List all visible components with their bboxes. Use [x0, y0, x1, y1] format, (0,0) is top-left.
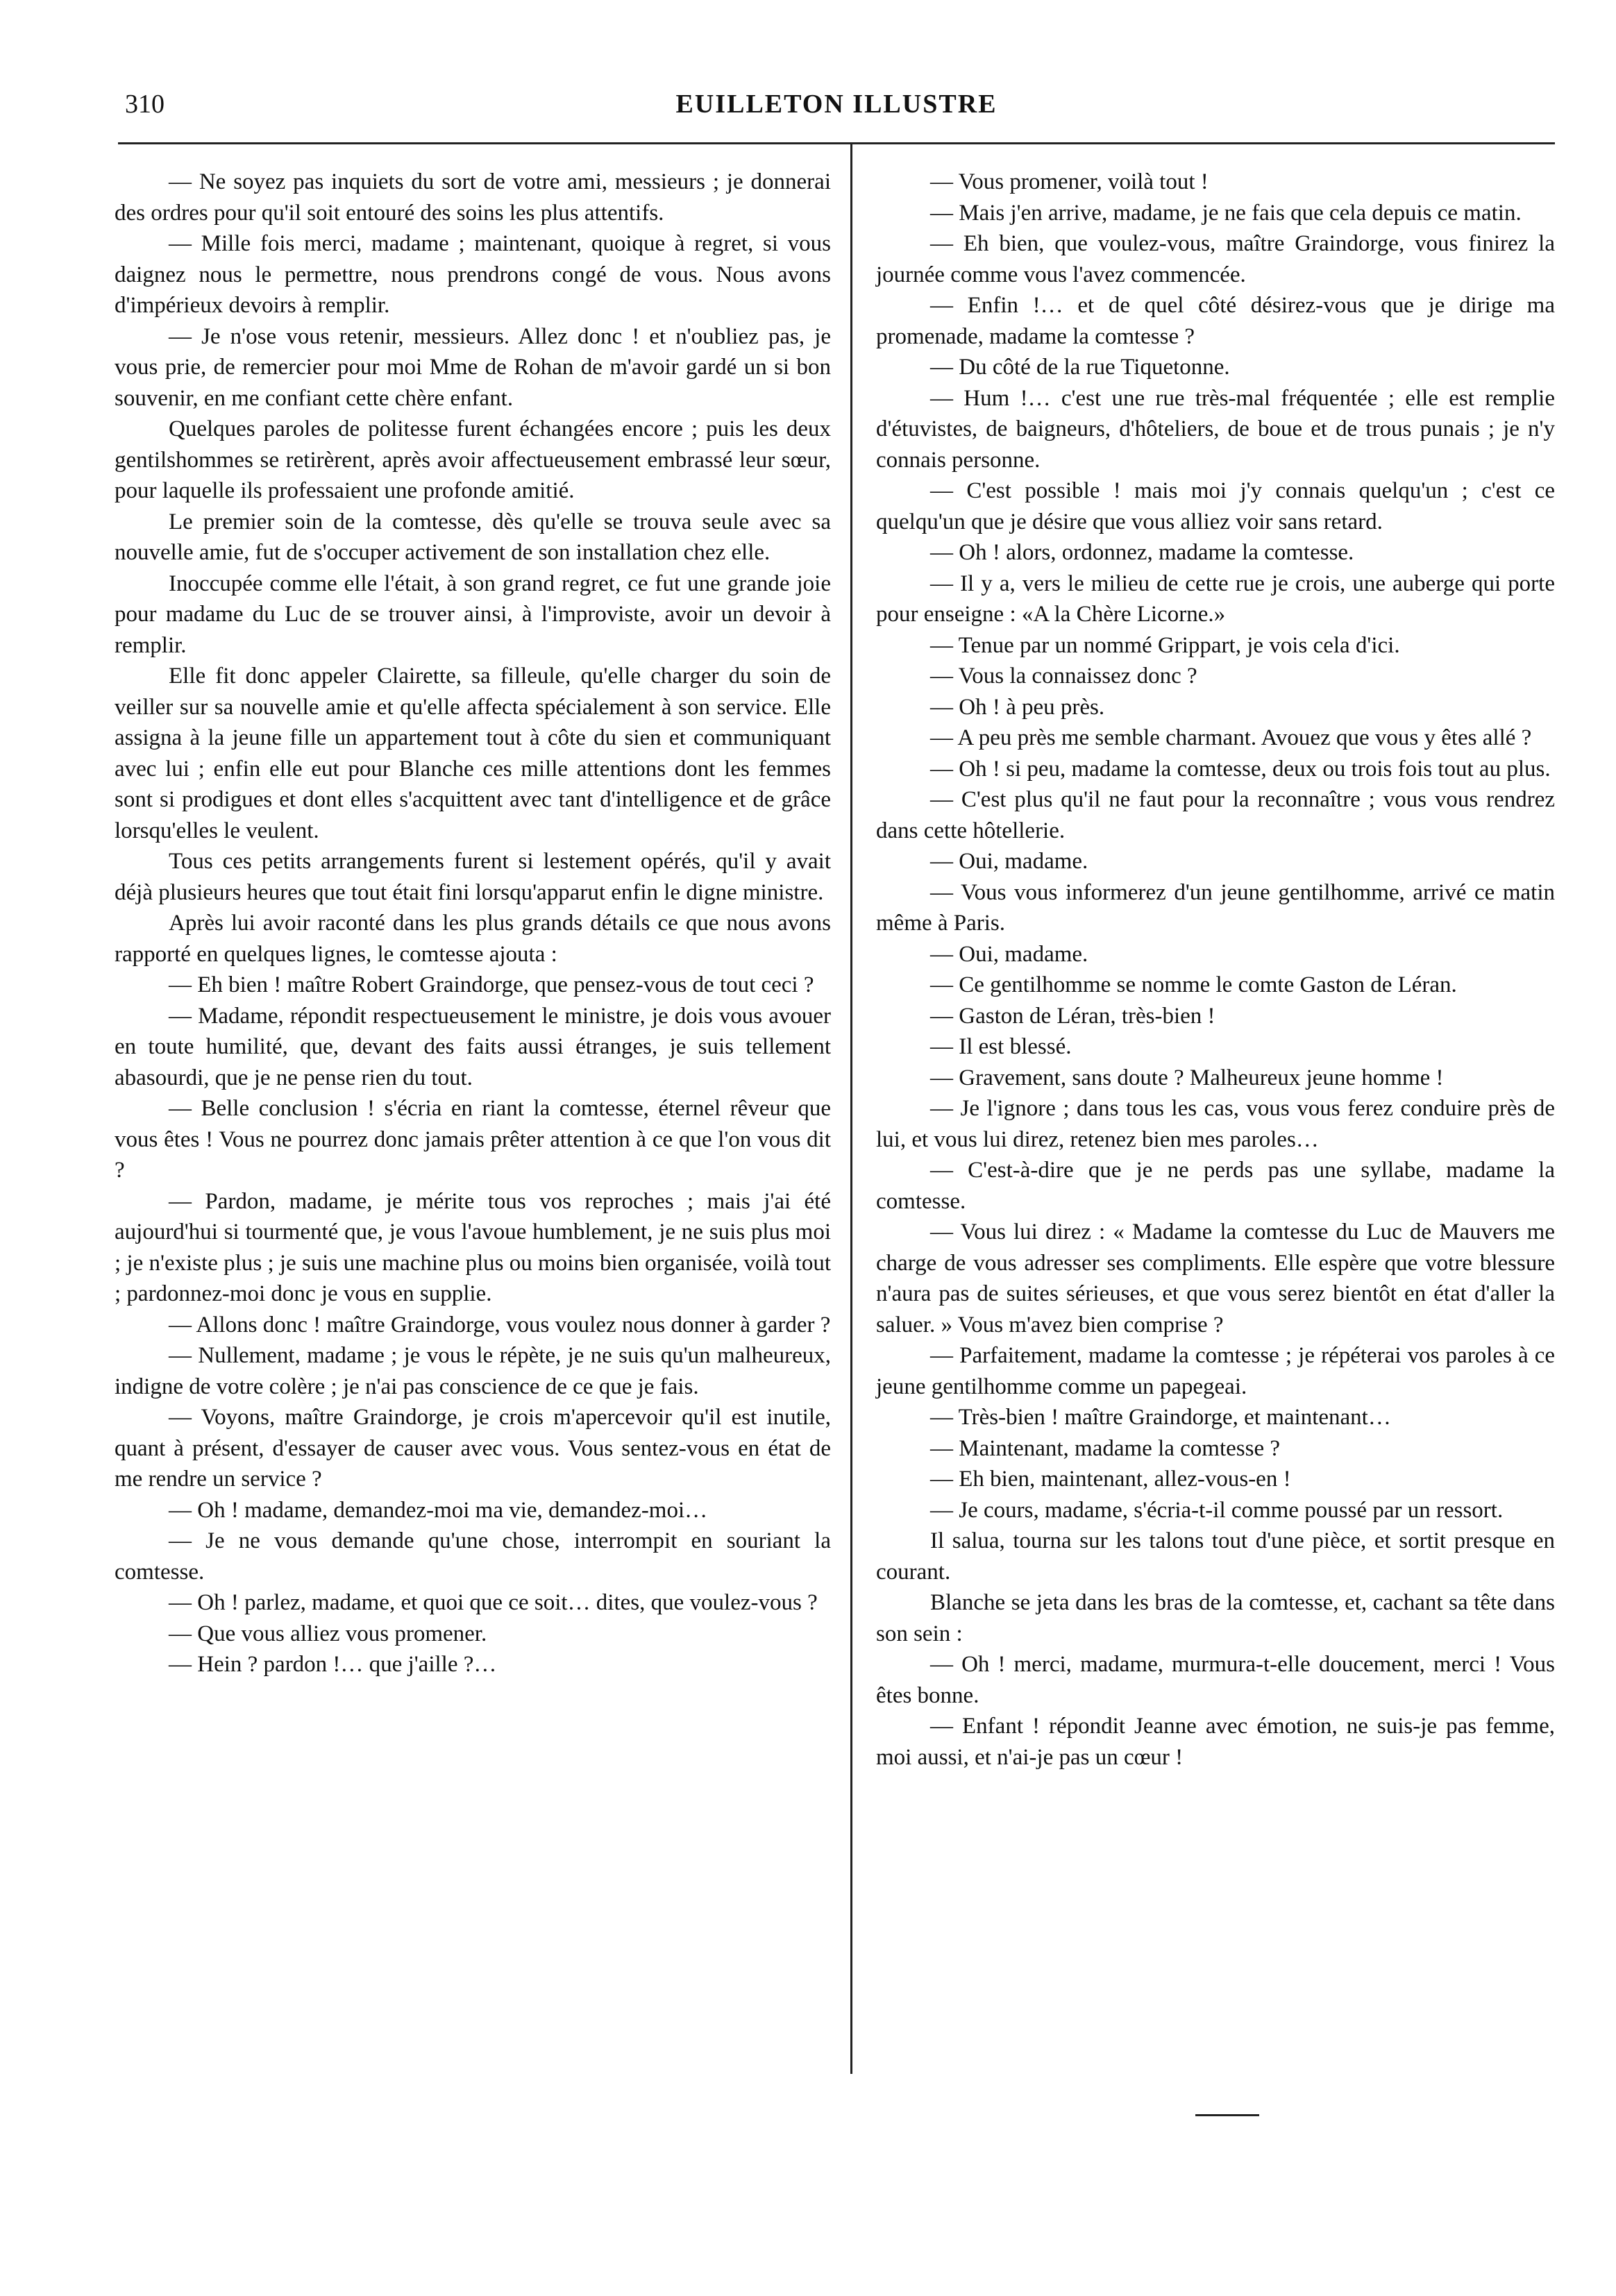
paragraph: — Je n'ose vous retenir, messieurs. Allez donc ! et n'oubliez pas, je vous prie, de remercier pour moi Mme de Rohan de m'avoir gardé un si bon souvenir, en me confiant cette chère enfant.	[115, 323, 831, 411]
paragraph: — Oh ! parlez, madame, et quoi que ce soit… dites, que voulez-vous ?	[169, 1590, 818, 1615]
paragraph: — Ce gentilhomme se nomme le comte Gaston de Léran.	[930, 972, 1457, 997]
paragraph: — Eh bien ! maître Robert Graindorge, que pensez-vous de tout ceci ?	[169, 972, 814, 997]
paragraph: — Oh ! si peu, madame la comtesse, deux ou trois fois tout au plus.	[930, 756, 1551, 782]
paragraph: — Oh ! madame, demandez-moi ma vie, demandez-moi…	[169, 1497, 708, 1523]
paragraph: Quelques paroles de politesse furent échangées encore ; puis les deux gentilshommes se retirèrent, après avoir affectueusement embrassé leur sœur, pour laquelle ils professaient une profonde amitié.	[115, 416, 831, 503]
paragraph: — Enfin !… et de quel côté désirez-vous que je dirige ma promenade, madame la comtesse ?	[876, 293, 1555, 349]
paragraph: Le premier soin de la comtesse, dès qu'elle se trouva seule avec sa nouvelle amie, fut de s'occuper activement de son installation chez elle.	[115, 509, 831, 565]
paragraph: — Oh ! alors, ordonnez, madame la comtesse.	[930, 540, 1354, 565]
paragraph: — Gaston de Léran, très-bien !	[930, 1003, 1215, 1029]
paragraph: Tous ces petits arrangements furent si lestement opérés, qu'il y avait déjà plusieurs heures que tout était fini lorsqu'apparut enfin le digne ministre.	[115, 849, 831, 905]
paragraph: — Vous vous informerez d'un jeune gentilhomme, arrivé ce matin même à Paris.	[876, 879, 1555, 936]
paragraph: — Hein ? pardon !… que j'aille ?…	[169, 1652, 497, 1677]
paragraph: — Je l'ignore ; dans tous les cas, vous vous ferez conduire près de lui, et vous lui direz, retenez bien mes paroles…	[876, 1096, 1555, 1152]
paragraph: Inoccupée comme elle l'était, à son grand regret, ce fut une grande joie pour madame du Luc de se trouver ainsi, à l'improviste, avoir un devoir à remplir.	[115, 571, 831, 658]
paragraph: — Pardon, madame, je mérite tous vos reproches ; mais j'ai été aujourd'hui si tourmenté que, je vous l'avoue humblement, je ne suis plus moi ; je n'existe plus ; je suis une machine plus ou moins bien organisée, voilà tout ; pardonnez-moi donc je vous en supplie.	[115, 1188, 831, 1306]
paragraph: Elle fit donc appeler Clairette, sa filleule, qu'elle charger du soin de veiller sur sa nouvelle amie et qu'elle affecta spécialement à son service. Elle assigna à la jeune fille un appartement tout à côte du sien et communiquant avec lui ; enfin elle eut pour Blanche ces mille attentions dont les femmes sont si prodigues et dont elles s'acquittent avec tant d'intelligence et de grâce lorsqu'elles le veulent.	[115, 664, 831, 843]
header-rule	[118, 142, 1555, 144]
paragraph: — Vous la connaissez donc ?	[930, 664, 1197, 689]
paragraph: — Madame, répondit respectueusement le ministre, je dois vous avouer en toute humilité, que, devant des faits aussi étranges, je suis tellement abasourdi, que je ne pense rien du tout.	[115, 1003, 831, 1090]
right-column	[876, 167, 1555, 1773]
paragraph: — Vous lui direz : « Madame la comtesse du Luc de Mauvers me charge de vous adresser ses compliments. Elle espère que votre blessure n'aura pas de suites sérieuses, et que vous serez bientôt en état d'aller la saluer. » Vous m'avez bien comprise ?	[876, 1219, 1555, 1337]
paragraph: Il salua, tourna sur les talons tout d'une pièce, et sortit presque en courant.	[876, 1528, 1555, 1585]
paragraph: — Ne soyez pas inquiets du sort de votre ami, messieurs ; je donnerai des ordres pour qu'il soit entouré des soins les plus attentifs.	[115, 169, 831, 226]
paragraph: — Maintenant, madame la comtesse ?	[930, 1435, 1280, 1461]
paragraph: — Oui, madame.	[930, 941, 1088, 967]
page-header	[125, 89, 1548, 130]
paragraph: — Mille fois merci, madame ; maintenant, quoique à regret, si vous daignez nous le permettre, nous prendrons congé de vous. Nous avons d'impérieux devoirs à remplir.	[115, 231, 831, 318]
paragraph: — Parfaitement, madame la comtesse ; je répéterai vos paroles à ce jeune gentilhomme comme un papegeai.	[876, 1343, 1555, 1399]
paragraph: — Je cours, madame, s'écria-t-il comme poussé par un ressort.	[930, 1497, 1504, 1523]
paragraph: — Il est blessé.	[930, 1034, 1072, 1059]
paragraph: — Il y a, vers le milieu de cette rue je crois, une auberge qui porte pour enseigne : «A la Chère Licorne.»	[876, 571, 1555, 627]
paragraph: — C'est possible ! mais moi j'y connais quelqu'un ; c'est ce quelqu'un que je désire que vous alliez voir sans retard.	[876, 478, 1555, 534]
paragraph: — Je ne vous demande qu'une chose, interrompit en souriant la comtesse.	[115, 1528, 831, 1585]
paragraph: — Très-bien ! maître Graindorge, et maintenant…	[930, 1405, 1391, 1430]
paragraph: — Gravement, sans doute ? Malheureux jeune homme !	[930, 1065, 1444, 1090]
paragraph: — Oui, madame.	[930, 849, 1088, 874]
paragraph: — Que vous alliez vous promener.	[169, 1621, 487, 1646]
paragraph: Après lui avoir raconté dans les plus grands détails ce que nous avons rapporté en quelques lignes, le comtesse ajouta :	[115, 911, 831, 967]
paragraph: — Oh ! merci, madame, murmura-t-elle doucement, merci ! Vous êtes bonne.	[876, 1652, 1555, 1708]
paragraph: — Tenue par un nommé Grippart, je vois cela d'ici.	[930, 632, 1400, 658]
paragraph: — Enfant ! répondit Jeanne avec émotion, ne suis-je pas femme, moi aussi, et n'ai-je pas un cœur !	[876, 1714, 1555, 1770]
left-column	[115, 167, 831, 1680]
paragraph: — A peu près me semble charmant. Avouez que vous y êtes allé ?	[930, 725, 1532, 750]
paragraph: — Vous promener, voilà tout !	[930, 169, 1209, 194]
page-number: 310	[125, 90, 165, 119]
paragraph: — Hum !… c'est une rue très-mal fréquentée ; elle est remplie d'étuvistes, de baigneurs, d'hôteliers, de boue et de trous punais ; je n'y connais personne.	[876, 385, 1555, 473]
paragraph: — Du côté de la rue Tiquetonne.	[930, 355, 1230, 380]
paragraph: — C'est-à-dire que je ne perds pas une syllabe, madame la comtesse.	[876, 1158, 1555, 1214]
paragraph: — C'est plus qu'il ne faut pour la reconnaître ; vous vous rendrez dans cette hôtellerie.	[876, 787, 1555, 843]
paragraph: Blanche se jeta dans les bras de la comtesse, et, cachant sa tête dans son sein :	[876, 1590, 1555, 1646]
paragraph: — Eh bien, que voulez-vous, maître Graindorge, vous finirez la journée comme vous l'avez commencée.	[876, 231, 1555, 287]
paragraph: — Allons donc ! maître Graindorge, vous voulez nous donner à garder ?	[169, 1312, 831, 1337]
section-end-rule	[1195, 2114, 1259, 2116]
paragraph: — Mais j'en arrive, madame, je ne fais que cela depuis ce matin.	[930, 200, 1522, 226]
paragraph: — Nullement, madame ; je vous le répète, je ne suis qu'un malheureux, indigne de votre colère ; je n'ai pas conscience de ce que je fais.	[115, 1343, 831, 1399]
paragraph: — Oh ! à peu près.	[930, 694, 1105, 720]
paragraph: — Belle conclusion ! s'écria en riant la comtesse, éternel rêveur que vous êtes ! Vous ne pourrez donc jamais prêter attention à ce que l'on vous dit ?	[115, 1096, 831, 1183]
paragraph: — Voyons, maître Graindorge, je crois m'apercevoir qu'il est inutile, quant à présent, d'essayer de causer avec vous. Vous sentez-vous en état de me rendre un service ?	[115, 1405, 831, 1492]
column-divider	[850, 144, 852, 2074]
running-title: EUILLETON ILLUSTRE	[675, 90, 998, 119]
paragraph: — Eh bien, maintenant, allez-vous-en !	[930, 1467, 1291, 1492]
